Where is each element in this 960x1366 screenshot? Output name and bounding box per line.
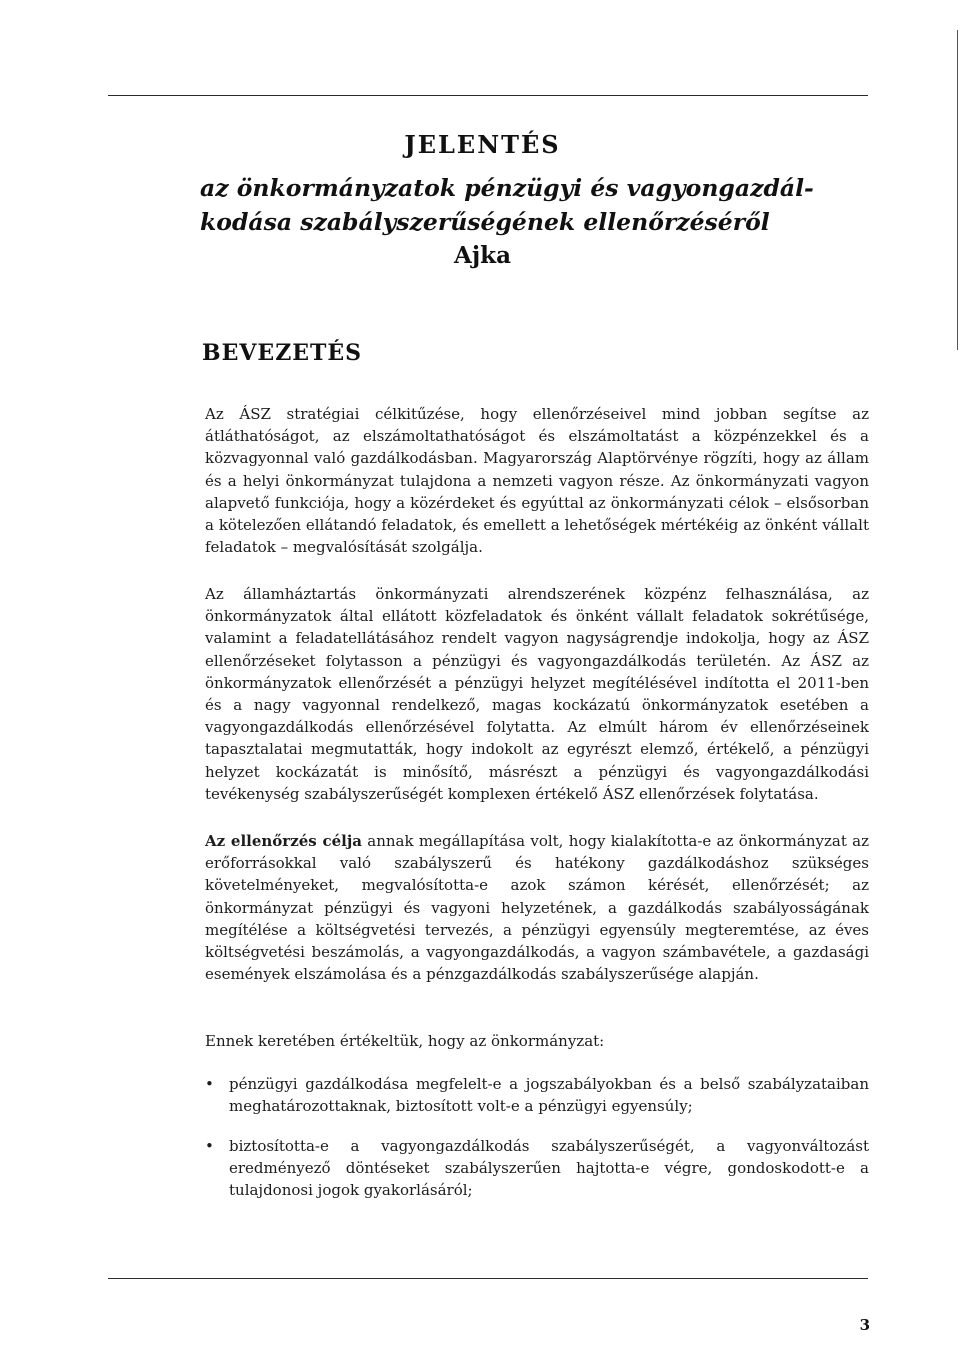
list-item — [205, 1073, 869, 1117]
report-title: JELENTÉS — [404, 130, 561, 159]
page-number: 3 — [859, 1316, 870, 1334]
evaluation-list-1 — [205, 1073, 869, 1117]
paragraph-strategy: Az ÁSZ stratégiai célkitűzése, hogy ellenőrzéseivel mind jobban segítse az átláthatóságot, az elszámoltathatóságot és elszámoltatást a közpénzekkel és a közvagyonnal való gazdálkodásban. Magyarország Alaptörvénye rögzíti, hogy az állam és a helyi önkormányzat tulajdona a nemzeti vagyon része. Az önkormányzati vagyon alapvető funkciója, hogy a közérdeket és egyúttal az önkormányzati célok – elsősorban a kötelezően ellátandó feladatok, és emellett a lehetőségek mértékéig az önként vállalt feladatok – megvalósítását szolgálja. — [205, 405, 869, 557]
audit-objective-lead: Az ellenőrzés célja — [205, 832, 362, 850]
footer-rule — [108, 1278, 868, 1279]
audit-objective-text: annak megállapítása volt, hogy kialakította-e az önkormányzat az erőforrásokkal való szabályszerű és hatékony gazdálkodáshoz szükséges követelményeket, megvalósította-e azok számon kérését, ellenőrzését; az önkormányzat pénzügyi és vagyoni helyzetének, a gazdálkodás szabályosságának megítélése a költségvetési tervezés, a pénzügyi egyensúly megteremtése, az éves költségvetési beszámolás, a vagyongazdálkodás, a vagyon számbavétele, a gazdasági események elszámolása és a pénzgazdálkodás szabályszerűsége alapján. — [205, 832, 869, 984]
list-item-text: pénzügyi gazdálkodása megfelelt-e a jogszabályokban és a belső szabályzataiban meghatározottaknak, biztosított volt-e a pénzügyi egyensúly; — [229, 1075, 869, 1116]
bullet-icon: • — [205, 1137, 214, 1155]
paragraph-audit-objective — [205, 830, 869, 985]
list-item-text: biztosította-e a vagyongazdálkodás szabályszerűségét, a vagyonváltozást eredményező döntéseket szabályszerűen hajtotta-e végre, gondoskodott-e a tulajdonosi jogok gyakorlásáról; — [229, 1137, 869, 1200]
report-subtitle-line2: kodása szabályszerűségének ellenőrzéséről — [200, 208, 770, 236]
page-edge-mark — [957, 30, 958, 350]
section-heading: BEVEZETÉS — [202, 340, 363, 366]
bullet-icon: • — [205, 1075, 214, 1093]
paragraph-evaluation-intro: Ennek keretében értékeltük, hogy az önkormányzat: — [205, 1032, 605, 1050]
report-place: Ajka — [453, 242, 511, 269]
list-item — [205, 1135, 869, 1202]
header-rule — [108, 95, 868, 96]
evaluation-list-2 — [205, 1135, 869, 1202]
report-subtitle-line1: az önkormányzatok pénzügyi és vagyongazdál- — [200, 174, 814, 202]
paragraph-background: Az államháztartás önkormányzati alrendszerének közpénz felhasználása, az önkormányzatok által ellátott közfeladatok és önként vállalt feladatok sokrétűsége, valamint a feladatellátásához rendelt vagyon nagyságrendje indokolja, hogy az ÁSZ ellenőrzéseket folytasson a pénzügyi és vagyongazdálkodás területén. Az ÁSZ az önkormányzatok ellenőrzését a pénzügyi helyzet megítélésével indította el 2011-ben és a nagy vagyonnal rendelkező, magas kockázatú önkormányzatok esetében a vagyongazdálkodás ellenőrzésével folytatta. Az elmúlt három év ellenőrzéseinek tapasztalatai megmutatták, hogy indokolt az egyrészt elemző, értékelő, a pénzügyi helyzet kockázatát is minősítő, másrészt a pénzügyi és vagyongazdálkodási tevékenység szabályszerűségét komplexen értékelő ÁSZ ellenőrzések folytatása. — [205, 585, 869, 803]
